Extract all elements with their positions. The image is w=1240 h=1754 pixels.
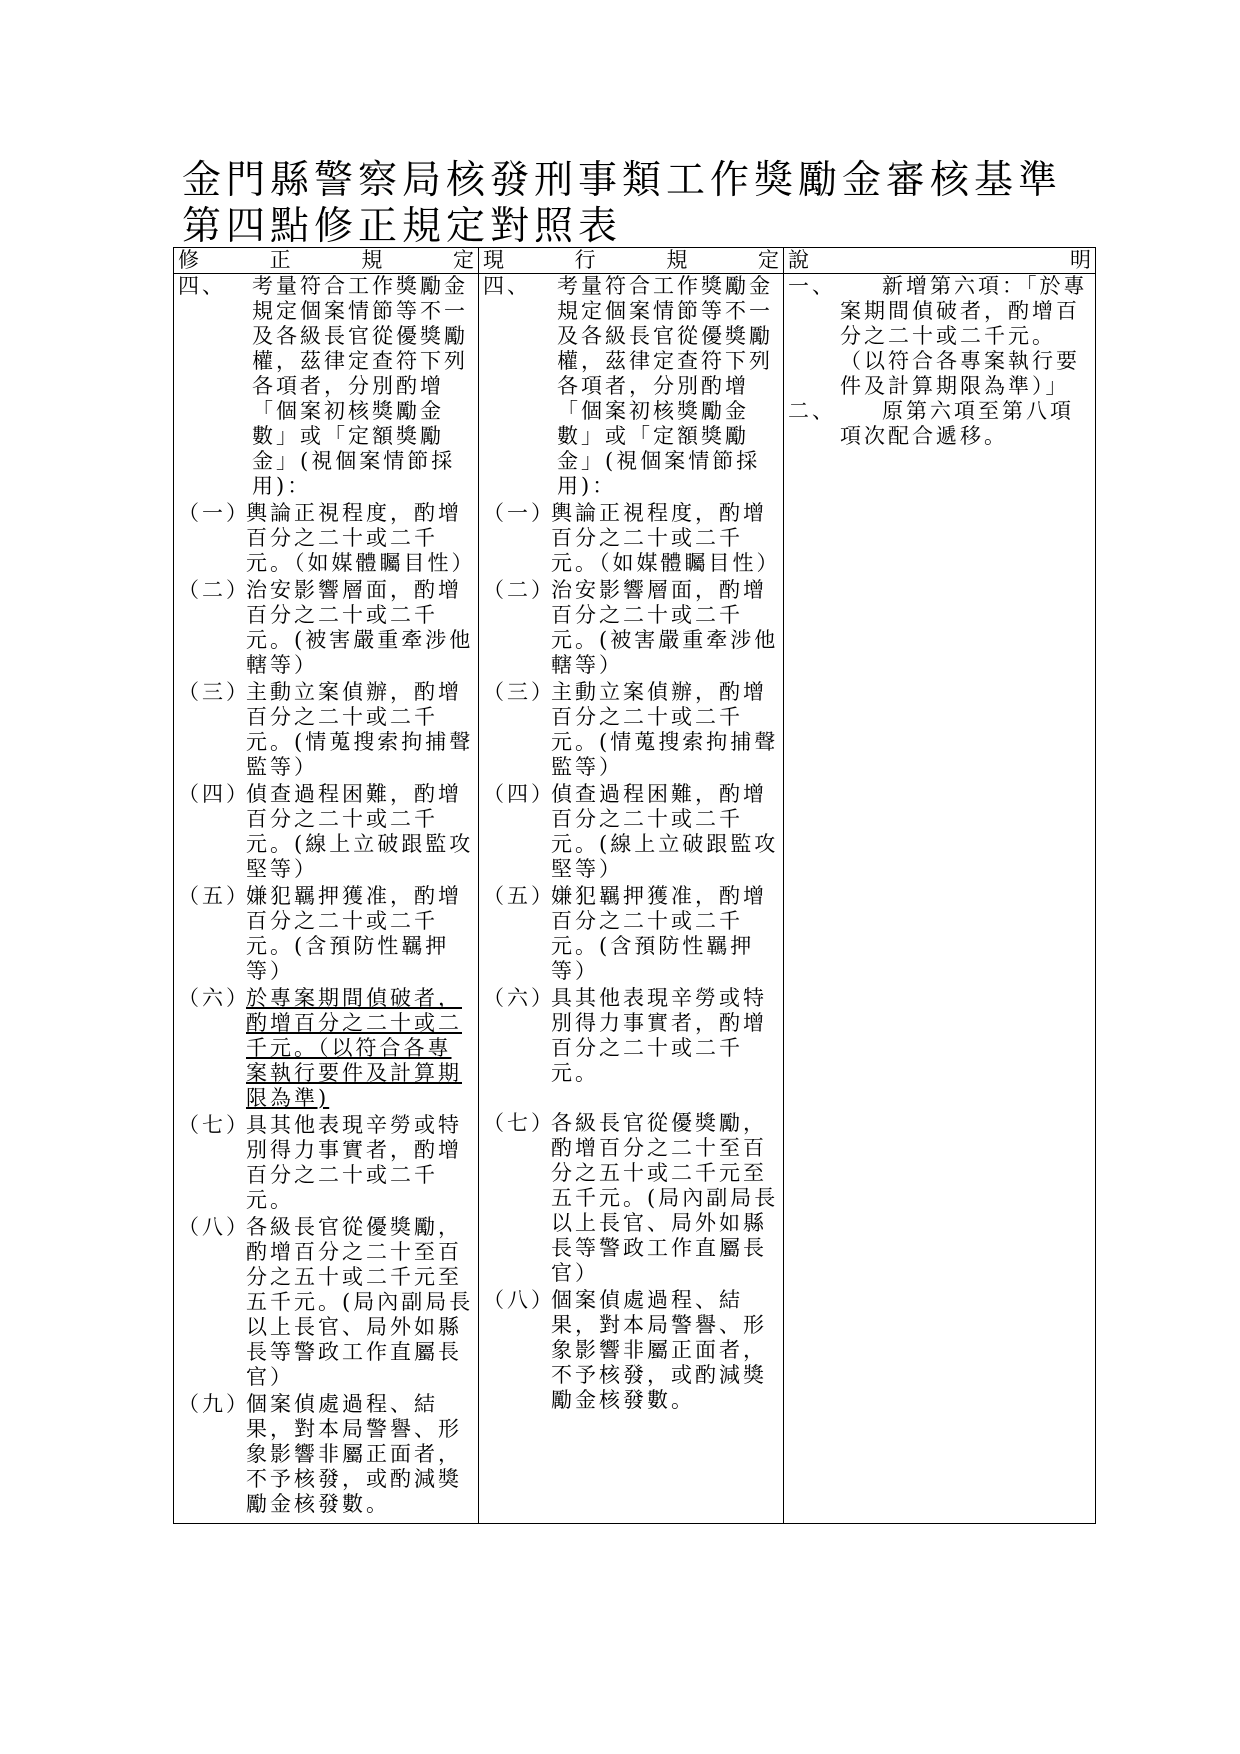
header-revised-char: 規	[361, 248, 383, 272]
header-current-char: 行	[574, 248, 596, 272]
item-marker: （八）	[178, 1215, 250, 1239]
current-item	[483, 884, 779, 984]
note-text: 新增第六項：「於專案期間偵破者，酌增百分之二十或二千元。（以符合各專案執行要件及計算期限為準）」	[840, 274, 1088, 398]
item-marker: （一）	[178, 501, 250, 525]
item-text: 個案偵處過程、結果，對本局警譽、形象影響非屬正面者，不予核發，或酌減獎勵金核發數。	[246, 1392, 462, 1516]
clause-marker: 四、	[483, 274, 531, 298]
header-revised-char: 正	[269, 248, 291, 272]
clause-text: 考量符合工作獎勵金規定個案情節等不一及各級長官從優獎勵權，茲律定查符下列各項者，分別酌增「個案初核獎勵金數」或「定額獎勵金」(視個案情節採用)：	[557, 274, 773, 498]
note-marker: 一、	[788, 274, 836, 298]
current-item	[483, 1288, 779, 1413]
current-item	[483, 1111, 779, 1286]
table-body-row	[174, 274, 1096, 1524]
item-text: 具其他表現辛勞或特別得力事實者，酌增百分之二十或二千元。	[246, 1113, 462, 1212]
note-marker: 二、	[788, 399, 836, 423]
current-item	[483, 578, 779, 678]
item-marker: （九）	[178, 1392, 250, 1416]
header-revised	[174, 248, 479, 274]
header-current-char: 現	[483, 248, 504, 272]
note-item	[788, 274, 1091, 399]
item-marker: （四）	[483, 782, 555, 806]
header-current-char: 定	[757, 248, 779, 272]
item-text: 嫌犯羈押獲准，酌增百分之二十或二千元。(含預防性羈押等）	[551, 884, 767, 983]
item-text: 主動立案偵辦，酌增百分之二十或二千元。(情蒐搜索拘捕聲監等）	[246, 680, 474, 779]
item-text: 治安影響層面，酌增百分之二十或二千元。(被害嚴重牽涉他轄等）	[246, 578, 474, 677]
item-text: 主動立案偵辦，酌增百分之二十或二千元。(情蒐搜索拘捕聲監等）	[551, 680, 779, 779]
revised-main-clause	[178, 274, 474, 499]
item-text: 偵查過程困難，酌增百分之二十或二千元。(線上立破跟監攻堅等）	[246, 782, 474, 881]
header-current-char: 規	[666, 248, 688, 272]
item-marker: （六）	[483, 986, 555, 1010]
item-text: 治安影響層面，酌增百分之二十或二千元。(被害嚴重牽涉他轄等）	[551, 578, 779, 677]
clause-text: 考量符合工作獎勵金規定個案情節等不一及各級長官從優獎勵權，茲律定查符下列各項者，分別酌增「個案初核獎勵金數」或「定額獎勵金」(視個案情節採用)：	[252, 274, 468, 498]
item-marker: （七）	[178, 1113, 250, 1137]
item-text: 具其他表現辛勞或特別得力事實者，酌增百分之二十或二千元。	[551, 986, 767, 1085]
header-current	[479, 248, 784, 274]
item-marker: （五）	[178, 884, 250, 908]
item-marker: （四）	[178, 782, 250, 806]
current-cell	[479, 274, 784, 1524]
item-text: 各級長官從優獎勵，酌增百分之二十至百分之五十或二千元至五千元。(局內副局長以上長官、局外如縣長等警政工作直屬長官）	[551, 1111, 779, 1285]
item-text: 個案偵處過程、結果，對本局警譽、形象影響非屬正面者，不予核發，或酌減獎勵金核發數。	[551, 1288, 767, 1412]
item-text: 輿論正視程度，酌增百分之二十或二千元。（如媒體矚目性）	[246, 501, 476, 575]
item-marker: （三）	[483, 680, 555, 704]
item-text: 輿論正視程度，酌增百分之二十或二千元。（如媒體矚目性）	[551, 501, 781, 575]
table-header-row	[174, 248, 1096, 274]
item-text: 各級長官從優獎勵，酌增百分之二十至百分之五十或二千元至五千元。(局內副局長以上長官、局外如縣長等警政工作直屬長官）	[246, 1215, 474, 1389]
item-marker: （八）	[483, 1288, 555, 1312]
note-text: 原第六項至第八項項次配合遞移。	[840, 399, 1074, 448]
header-notes-char: 說	[788, 248, 809, 272]
revised-item	[178, 578, 474, 678]
item-marker: （二）	[178, 578, 250, 602]
revised-item	[178, 782, 474, 882]
revised-item	[178, 1113, 474, 1213]
note-item	[788, 399, 1091, 449]
item-text: 嫌犯羈押獲准，酌增百分之二十或二千元。(含預防性羈押等）	[246, 884, 462, 983]
revised-item	[178, 501, 474, 576]
item-marker: （五）	[483, 884, 555, 908]
item-marker: （六）	[178, 986, 250, 1010]
revised-item	[178, 680, 474, 780]
item-marker: （七）	[483, 1111, 555, 1135]
item-text-underlined: 於專案期間偵破者，酌增百分之二十或二千元。（以符合各專案執行要件及計算期限為準)	[246, 986, 462, 1110]
header-revised-char: 定	[452, 248, 474, 272]
header-notes-char: 明	[1070, 248, 1091, 272]
item-text: 偵查過程困難，酌增百分之二十或二千元。(線上立破跟監攻堅等）	[551, 782, 779, 881]
header-notes	[784, 248, 1096, 274]
current-item	[483, 986, 779, 1086]
revised-item	[178, 1392, 474, 1517]
revised-item	[178, 1215, 474, 1390]
item-marker: （二）	[483, 578, 555, 602]
item-marker: （一）	[483, 501, 555, 525]
notes-cell	[784, 274, 1096, 1524]
current-main-clause	[483, 274, 779, 499]
page-title: 金門縣警察局核發刑事類工作獎勵金審核基準第四點修正規定對照表	[182, 158, 1063, 249]
revised-item-new	[178, 986, 474, 1111]
current-item	[483, 501, 779, 576]
item-marker: （三）	[178, 680, 250, 704]
revised-item	[178, 884, 474, 984]
header-revised-char: 修	[178, 248, 199, 272]
current-item	[483, 782, 779, 882]
comparison-table	[173, 247, 1096, 1524]
revised-cell	[174, 274, 479, 1524]
clause-marker: 四、	[178, 274, 226, 298]
current-item	[483, 680, 779, 780]
